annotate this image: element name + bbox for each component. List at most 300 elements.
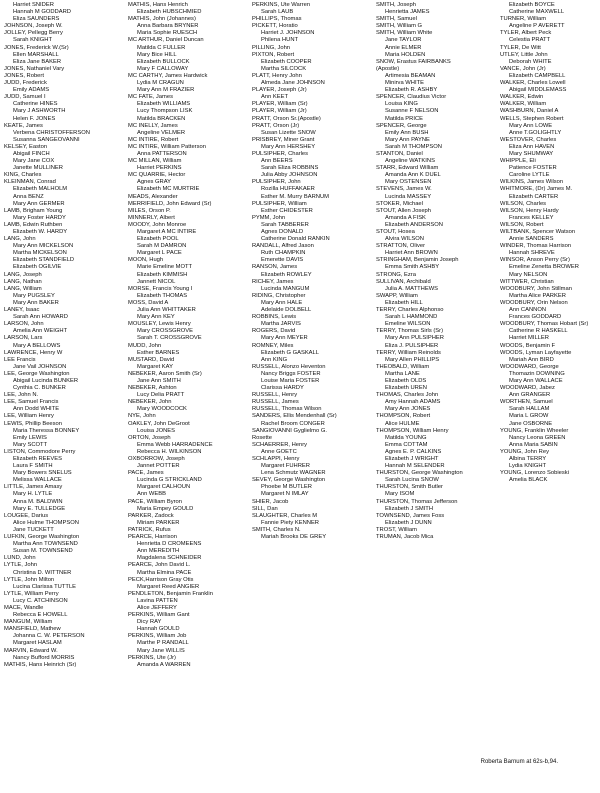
person-entry: MANGUM, William [4, 619, 53, 626]
spouse-entry: Emily Ann BUSH [385, 129, 429, 136]
person-entry: WHIPPLE, Eli [500, 158, 536, 165]
spouse-entry: Mary CROSSGROVE [137, 328, 194, 335]
spouse-entry: Elizabeth OGILVIE [13, 264, 62, 271]
spouse-entry: Elizabeth MC MURTRIE [137, 186, 200, 193]
person-entry: PARKER, Zadock [128, 512, 174, 519]
person-entry: PERKINS, Ute (Jr) [128, 654, 176, 661]
spouse-entry: Catherine R HASKELL [509, 328, 568, 335]
person-entry: PATRICK, Rufus [128, 526, 171, 533]
person-entry: MILES, Orson P. [128, 207, 171, 214]
person-entry: WILTBANK, Spencer Watson [500, 229, 576, 235]
person-entry: YOUNG, John Rey [500, 448, 549, 455]
person-entry: THURSTON, Smith Butler [376, 484, 443, 491]
person-entry: MERRIFIELD, John Edward (Sr) [128, 200, 212, 207]
spouse-entry: Sarah LAUB [261, 9, 294, 16]
spouse-entry: Alice HULME [385, 420, 420, 427]
person-entry: NYE, John [128, 413, 156, 420]
spouse-entry: Abigail Lucinda BUNKER [13, 377, 79, 384]
person-entry: SILL, Dan [252, 505, 278, 512]
spouse-entry: Sarah TABBERER [261, 221, 309, 228]
person-entry: PLAYER, Joseph (Jr) [252, 87, 307, 94]
person-entry: SULLIVAN, Archibald [376, 278, 431, 285]
person-entry: SCHLAPPI, Henry [252, 456, 300, 462]
spouse-entry: Anne GOETC [261, 448, 297, 455]
person-entry: STEVENS, James W. [376, 186, 432, 193]
person-entry: WOODWARD, Jabez [500, 385, 555, 392]
spouse-entry: Sarah M DAMRON [137, 243, 187, 250]
person-entry: WINDER, Thomas Harrison [500, 243, 572, 250]
spouse-entry: Artimesia BEAMAN [385, 72, 436, 79]
person-entry: WALKER, Edwin [500, 94, 544, 101]
person-entry: VANCE, John (Jr) [500, 65, 546, 72]
spouse-entry: Patience FOSTER [509, 165, 557, 172]
spouse-entry: Emma COTTAM [385, 441, 428, 448]
person-entry: MEADS, Alexander [128, 193, 178, 200]
person-entry: SCHAERRER, Henry [252, 441, 308, 448]
spouse-entry: Emeline Zenetta BROWER [509, 264, 579, 271]
spouse-entry: Amanda A FISK [385, 214, 426, 221]
spouse-entry: Clarissa HARDY [261, 385, 304, 392]
person-entry: Rosette [252, 434, 272, 441]
spouse-entry: Martha Elmina PACE [137, 569, 192, 576]
spouse-entry: Emma Smith ASHBY [385, 264, 440, 271]
spouse-entry: Mary Jane COX [13, 158, 55, 165]
spouse-entry: Jane Vail JOHNSON [13, 363, 67, 370]
spouse-entry: Janette MULLINER [13, 165, 63, 172]
index-column-4 [376, 2, 472, 754]
person-entry: LAMB, Edwin Ruthben [4, 221, 63, 228]
spouse-entry: Emeline WILSON [385, 321, 431, 328]
person-entry: ROBBINS, Lewis [252, 314, 297, 321]
person-entry: NEBEKER, Ashton [128, 385, 177, 392]
person-entry: PEARCE, John David L. [128, 562, 191, 569]
spouse-entry: Mary Ann BAKER [13, 299, 59, 306]
spouse-entry: Elizabeth REEVES [13, 456, 62, 462]
person-entry: STOUT, Allen Joseph [376, 207, 431, 214]
spouse-entry: Alice Hulme THOMPSON [13, 519, 79, 526]
person-entry: WINSOR, Anson Perry (Sr) [500, 257, 570, 264]
spouse-entry: Elizabeth R. ASHBY [385, 87, 438, 94]
spouse-entry: Maria Sophie RUESCH [137, 30, 198, 37]
spouse-entry: Hannah M GODDARD [13, 9, 71, 16]
person-entry: MINNERLY, Albert [128, 214, 175, 221]
spouse-entry: Deborah WHITE [509, 58, 552, 65]
spouse-entry: Hannah GOULD [137, 626, 180, 633]
person-entry: OAKLEY, John DeGroot [128, 420, 190, 427]
spouse-entry: Mary Ann HALE [261, 299, 303, 306]
person-entry: SHIER, Jacob [252, 498, 289, 505]
person-entry: THURSTON, Thomas Jefferson [376, 498, 458, 505]
spouse-entry: Magdalena SCHNEIDER [137, 555, 202, 562]
person-entry: LEE Francis [4, 356, 36, 363]
spouse-entry: Emily ADAMS [13, 87, 50, 94]
person-entry: LOUGEE, Darius [4, 512, 49, 519]
person-entry: SMITH, Charles N. [252, 526, 301, 533]
spouse-entry: Margaret Reed ANGIER [137, 583, 200, 590]
spouse-entry: Anna BENZ [13, 193, 44, 200]
spouse-entry: Albina TERRY [509, 456, 547, 462]
spouse-entry: Maria L GROW [509, 413, 549, 420]
person-entry: MC INTIRE, Robert [128, 136, 179, 143]
spouse-entry: Elizabeth HUBSCHMIED [137, 9, 202, 16]
person-entry: TYLER, Albert Peck [500, 30, 552, 37]
spouse-entry: Matilda PRICE [385, 115, 424, 122]
person-entry: STARR, Edward William [376, 165, 439, 172]
spouse-entry: Esther BARNES [137, 349, 180, 356]
person-entry: ROMNEY, Miles [252, 342, 294, 349]
spouse-entry: Mary Bowers SNELUS [13, 470, 72, 477]
spouse-entry: Mary WOODCOCK [137, 406, 187, 413]
person-entry: TERRY, Thomas Sirls (Sr) [376, 328, 444, 335]
person-entry: SPENCER, Claudius Victor [376, 94, 447, 101]
person-entry: RANSON, James [252, 264, 298, 271]
person-entry: WILSON, Robert [500, 221, 544, 228]
person-entry: PICKETT, Horatio [252, 23, 298, 30]
spouse-entry: Ann GRANGER [509, 392, 551, 399]
person-entry: MUSTARD, David [128, 356, 175, 363]
spouse-entry: Julia Ann WHITTAKER [137, 307, 196, 314]
spouse-entry: Jane Ann SMITH [137, 377, 181, 384]
person-entry: MC QUARRIE, Hector [128, 172, 186, 179]
person-entry: TERRY, Charles Alphonso [376, 307, 444, 314]
person-entry: LEE, George Washington [4, 370, 70, 377]
spouse-entry: Louisa KING [385, 101, 418, 108]
spouse-entry: Julia A. MATTHEWS [385, 285, 439, 292]
spouse-entry: Martha JARVIS [261, 321, 301, 328]
spouse-entry: Elizabeth HILL [385, 299, 423, 306]
person-entry: TYLER, De Witt [500, 44, 541, 51]
spouse-entry: Annie ELMER [385, 44, 422, 51]
spouse-entry: Henrietta D CROMEENS [137, 541, 202, 548]
person-entry: WILKINS, James Wilson [500, 179, 564, 186]
person-entry: KLEINMAN, Conrad [4, 179, 56, 186]
person-entry: THOMPSON, William Henry [376, 427, 449, 434]
person-entry: PLATT, Henry John [252, 72, 302, 79]
spouse-entry: Julia Abby JOHNSON [261, 172, 318, 179]
spouse-entry: Dicy RAY [137, 619, 162, 626]
person-entry: JUDD, Samuel I [4, 94, 46, 101]
spouse-entry: Lucinda G STRICKLAND [137, 477, 202, 484]
person-entry: PYMM, John [252, 214, 286, 221]
spouse-entry: Mary F CALLOWAY [137, 65, 189, 72]
person-entry: STRATTON, Oliver [376, 243, 426, 250]
person-entry: MC INELLY, James [128, 122, 178, 129]
person-entry: LISTON, Commodore Perry [4, 448, 76, 455]
person-entry: STRINGHAM, Benjamin Joseph [376, 257, 459, 264]
spouse-entry: Mary Ann HERSHEY [261, 143, 316, 150]
person-entry: LAMB, Brigham Young [4, 207, 63, 214]
spouse-entry: Ann WEBB [137, 491, 166, 498]
spouse-entry: Martha LANE [385, 370, 420, 377]
spouse-entry: Elizabeth THOMAS [137, 292, 188, 299]
person-entry: RUSSELL, Alonzo Heventon [252, 363, 326, 370]
spouse-entry: Anne T.GOLIGHTLY [509, 129, 562, 136]
person-entry: MOODY, John Monroe [128, 221, 187, 228]
person-entry: WOODWARD, George [500, 363, 559, 370]
spouse-entry: Margaret CALHOUN [137, 484, 191, 491]
spouse-entry: Mary ISOM [385, 491, 415, 498]
person-entry: YOUNG, Franklin Wheeler [500, 427, 569, 434]
spouse-entry: Margaret A MC INTIRE [137, 229, 197, 235]
spouse-entry: Agnes E. P. CALKINS [385, 448, 442, 455]
spouse-entry: Jane OSBORNE [509, 420, 553, 427]
spouse-entry: Lydia KNIGHT [509, 463, 547, 470]
person-entry: RUSSELL, Thomas Wilson [252, 406, 322, 413]
spouse-entry: Martha MICKELSON [13, 250, 67, 257]
person-entry: THOMPSON, Robert [376, 413, 431, 420]
spouse-entry: Hannah SHREVE [509, 250, 555, 257]
person-entry: LEE, John N. [4, 392, 39, 399]
person-entry: SMITH, William White [376, 30, 433, 37]
spouse-entry: Frances GODDARD [509, 314, 562, 321]
spouse-entry: Ann Dodd WHITE [13, 406, 60, 413]
spouse-entry: Harriet MILLER [509, 335, 549, 342]
spouse-entry: Esther CHIDESTER [261, 207, 313, 214]
person-entry: THEOBALD, William [376, 363, 430, 370]
spouse-entry: Mary Foster HARDY [13, 214, 66, 221]
person-entry: MC CARTHY, James Hardwick [128, 72, 208, 79]
person-entry: WITTWER, Christian [500, 278, 554, 285]
spouse-entry: Helen F. JONES [13, 115, 56, 122]
spouse-entry: Catherine Donald RANKIN [261, 236, 330, 243]
spouse-entry: Mariah Ann BIRD [509, 356, 554, 363]
spouse-entry: Sarah M THOMPSON [385, 143, 442, 150]
spouse-entry: Angeline P AVERETT [509, 23, 565, 30]
person-entry: MARVIN, Edward W. [4, 647, 58, 654]
person-entry: MC INTIRE, William Patterson [128, 143, 206, 150]
person-entry: ORTON, Joseph [128, 434, 171, 441]
spouse-entry: Alvira WILSON [385, 236, 424, 243]
spouse-entry: Ann MEREDITH [137, 548, 180, 555]
person-entry: TROST, William [376, 526, 417, 533]
spouse-entry: Elizabeth POOL [137, 236, 179, 243]
spouse-entry: Nancy Briggs FOSTER [261, 370, 321, 377]
spouse-entry: Angeline WATKINS [385, 158, 435, 165]
person-entry: SPENCER, George [376, 122, 427, 129]
person-entry: SANGIOVANNI Gyglielmo G. [252, 427, 327, 434]
person-entry: WILSON, Henry Hardy [500, 207, 559, 214]
person-entry: LUND, John [4, 555, 36, 562]
person-entry: MC MILLAN, William [128, 158, 182, 165]
spouse-entry: Anna Maria SABIN [509, 441, 558, 448]
person-entry: KING, Charles [4, 172, 42, 179]
person-entry: WESTOVER, Charles [500, 136, 557, 143]
spouse-entry: Johanna C. W. PETERSON [13, 633, 85, 640]
person-entry: JONES, Nathaniel Vary [4, 65, 65, 72]
spouse-entry: Elizabeth OLDS [385, 377, 427, 384]
spouse-entry: Lucy Thompson LISK [137, 108, 193, 115]
person-entry: PERKINS, William Job [128, 633, 187, 640]
spouse-entry: Matilda YOUNG [385, 434, 427, 441]
person-entry: JOHNSON, Joseph W. [4, 23, 63, 30]
spouse-entry: Mary SHUMWAY [509, 150, 554, 157]
spouse-entry: Mary Jane WILLIS [137, 647, 185, 654]
person-entry: PENDLETON, Benjamin Franklin [128, 590, 213, 597]
spouse-entry: Agnes DONALD [261, 229, 304, 235]
person-entry: PACE, William Byron [128, 498, 183, 505]
spouse-entry: Lydia M CRAGUN [137, 80, 184, 87]
spouse-entry: Ruth CHAMPKIN [261, 250, 306, 257]
spouse-entry: Ann KEET [261, 94, 289, 101]
spouse-entry: Elizabeth UREN [385, 385, 427, 392]
person-entry: (Apostle) [376, 65, 400, 72]
person-entry: PULSIPHER, Charles [252, 150, 309, 157]
spouse-entry: Eliza Ann HAVEN [509, 143, 555, 150]
spouse-entry: Alice JEFFERY [137, 604, 177, 611]
spouse-entry: Elizabeth MALHOLM [13, 186, 68, 193]
spouse-entry: Melissa WALLACE [13, 477, 62, 484]
person-entry: LANG, Nathan [4, 278, 42, 285]
spouse-entry: Louise Maria FOSTER [261, 377, 320, 384]
person-entry: PRISBREY, Miner Grant [252, 136, 315, 143]
person-entry: LITTLE, James Amasy [4, 484, 63, 491]
spouse-entry: Amy Hannah ADAMS [385, 399, 441, 406]
spouse-entry: Emerette DAVIS [261, 257, 304, 264]
spouse-entry: Susanna SANGEOVANNI [13, 136, 80, 143]
spouse-entry: Angeline VELMER [137, 129, 186, 136]
spouse-entry: Cynthia C. BUNKER [13, 385, 66, 392]
spouse-entry: Mary Ann PULSIPHER [385, 335, 444, 342]
person-entry: RICHEY, James [252, 278, 294, 285]
person-entry: LAWRENCE, Henry W [4, 349, 63, 356]
spouse-entry: Elizabeth ROWLEY [261, 271, 312, 278]
person-entry: STANTON, Daniel [376, 150, 423, 157]
spouse-entry: Mary Ann PAYNE [385, 136, 430, 143]
person-entry: RANDALL, Alfred Jason [252, 243, 314, 250]
person-entry: PULSIPHER, John [252, 179, 301, 186]
person-entry: LEE, Samuel Francis [4, 399, 59, 406]
spouse-entry: Mary OSTENSEN [385, 179, 432, 186]
spouse-entry: Frances KELLEY [509, 214, 554, 221]
spouse-entry: Anna M. BALDWIN [13, 498, 63, 505]
spouse-entry: Rozilla HUFFAKAER [261, 186, 315, 193]
person-entry: WOODS, Lyman Layfayette [500, 349, 572, 356]
spouse-entry: Louisa JONES [137, 427, 176, 434]
index-column-1 [4, 2, 100, 754]
person-entry: PLAYER, William (Jr) [252, 108, 307, 115]
person-entry: JOLLEY, Pellegg Berry [4, 30, 63, 37]
spouse-entry: Sarah L HAMMOND [385, 314, 438, 321]
spouse-entry: Sarah Lucina SNOW [385, 477, 439, 484]
person-entry: SWAPP, William [376, 292, 418, 299]
spouse-entry: Elizabeth COOPER [261, 58, 312, 65]
spouse-entry: Ann CANNON [509, 307, 547, 314]
person-entry: MORSE, Francis Young I [128, 285, 193, 292]
person-entry: SLAUGHTER, Charles M [252, 512, 318, 519]
spouse-entry: Christina D. WITTNER [13, 569, 72, 576]
spouse-entry: Lucy C. ATCHINSON [13, 597, 68, 604]
spouse-entry: Mary Ann WALLACE [509, 377, 563, 384]
person-entry: JONES, Robert [4, 72, 44, 79]
spouse-entry: Philena HUNT [261, 37, 299, 44]
spouse-entry: Elizabeth BOYCE [509, 2, 555, 8]
person-entry: PECK,Harrison Gray Otis [128, 576, 194, 583]
spouse-entry: Sarah Eliza ROBBINS [261, 165, 319, 172]
spouse-entry: Lucy Delia PRATT [137, 392, 185, 399]
spouse-entry: Abigail MIDDLEMASS [509, 87, 567, 94]
spouse-entry: Elizabeth ANDERSON [385, 221, 443, 228]
person-entry: LEE, William Henry [4, 413, 54, 420]
person-entry: WOODBURY, John Stillman [500, 285, 572, 292]
person-entry: LARSON, John [4, 321, 44, 328]
person-entry: JUDD, Frederick [4, 80, 47, 87]
person-entry: PIXTON, Robert [252, 51, 295, 58]
person-entry: LARSON, Lars [4, 335, 43, 342]
spouse-entry: Caroline LYTLE [509, 172, 550, 179]
spouse-entry: Harriet Ann BROWN [385, 250, 438, 257]
person-entry: PHILLIPS, Thomas [252, 16, 302, 23]
spouse-entry: Sarah Ann HOWARD [13, 314, 68, 321]
spouse-entry: Mary SCOTT [13, 441, 48, 448]
spouse-entry: Elizabeth WILLIAMS [137, 101, 191, 108]
spouse-entry: Annie SANDERS [509, 236, 554, 243]
spouse-entry: Nancy Leona GREEN [509, 434, 566, 441]
spouse-entry: Catherine HINES [13, 101, 58, 108]
spouse-entry: Laura F SMITH [13, 463, 53, 470]
person-entry: STOKER, Michael [376, 200, 423, 207]
spouse-entry: Sarah T. CROSSGROVE [137, 335, 202, 342]
spouse-entry: Harriet J. JOHNSON [261, 30, 315, 37]
person-entry: SMITH, Joseph [376, 2, 416, 8]
spouse-entry: Maria Empey GOULD [137, 505, 194, 512]
spouse-entry: Amelia Ann WEIGHT [13, 328, 68, 335]
spouse-entry: Lucinda MANGUM [261, 285, 310, 292]
person-entry: WOODS, Benjamin F [500, 342, 556, 349]
spouse-entry: Anna PATTERSON [137, 150, 187, 157]
spouse-entry: Anna Barbara BRYNER [137, 23, 199, 30]
spouse-entry: Mary J ASHWORTH [13, 108, 66, 115]
spouse-entry: Margaret N IMLAY [261, 491, 309, 498]
spouse-entry: Mary NELSON [509, 271, 548, 278]
spouse-entry: Rebecca E HOWELL [13, 612, 68, 619]
person-entry: SMITH, Samuel [376, 16, 417, 23]
person-entry: LANG, William [4, 285, 42, 292]
person-entry: OXBORROW, Joseph [128, 456, 185, 462]
spouse-entry: Martha SILCOCK [261, 65, 307, 72]
spouse-entry: Henrietta JAMES [385, 9, 430, 16]
spouse-entry: Sarah KNIGHT [13, 37, 52, 44]
spouse-entry: Matilda BRACKEN [137, 115, 186, 122]
spouse-entry: Mary Bice HILL [137, 51, 177, 58]
person-entry: MUDD, John [128, 342, 162, 349]
spouse-entry: Adelaide DOLBELL [261, 307, 312, 314]
spouse-entry: Mary Ann MICKELSON [13, 243, 74, 250]
person-entry: PRATT, Orson Sr.(Apostle) [252, 115, 321, 122]
person-entry: WILSON, Charles [500, 200, 547, 207]
spouse-entry: Thomazin DOWNING [509, 370, 565, 377]
spouse-entry: Maria Theressa BONNEY [13, 427, 80, 434]
spouse-entry: Ann KING [261, 356, 288, 363]
person-entry: TURNER, William [500, 16, 547, 23]
spouse-entry: Mary Allen PHILLIPS [385, 356, 440, 363]
person-entry: JONES, Frederick W.(Sr) [4, 44, 69, 51]
spouse-entry: Martha Alice PARKER [509, 292, 566, 299]
spouse-entry: Elizabeth CARTER [509, 193, 559, 200]
spouse-entry: Ann BEERS [261, 158, 293, 165]
person-entry: MATHIS, Hans Heinrich (Sr) [4, 661, 77, 668]
person-entry: ROGERS, David [252, 328, 296, 335]
index-column-5 [500, 2, 596, 754]
spouse-entry: Mary Ann JONES [385, 406, 431, 413]
spouse-entry: Elizabeth J SMITH [385, 505, 433, 512]
spouse-entry: Margaret HASLAM [13, 640, 62, 647]
spouse-entry: Harriet PERKINS [137, 165, 182, 172]
person-entry: SNOW, Erastus FAIRBANKS [376, 58, 451, 65]
spouse-entry: Mary PUGSLEY [13, 292, 55, 299]
spouse-entry: Emily LEWIS [13, 434, 47, 441]
spouse-entry: Agnes GRAY [137, 179, 172, 186]
spouse-entry: Mary E. TULLEDGE [13, 505, 66, 512]
